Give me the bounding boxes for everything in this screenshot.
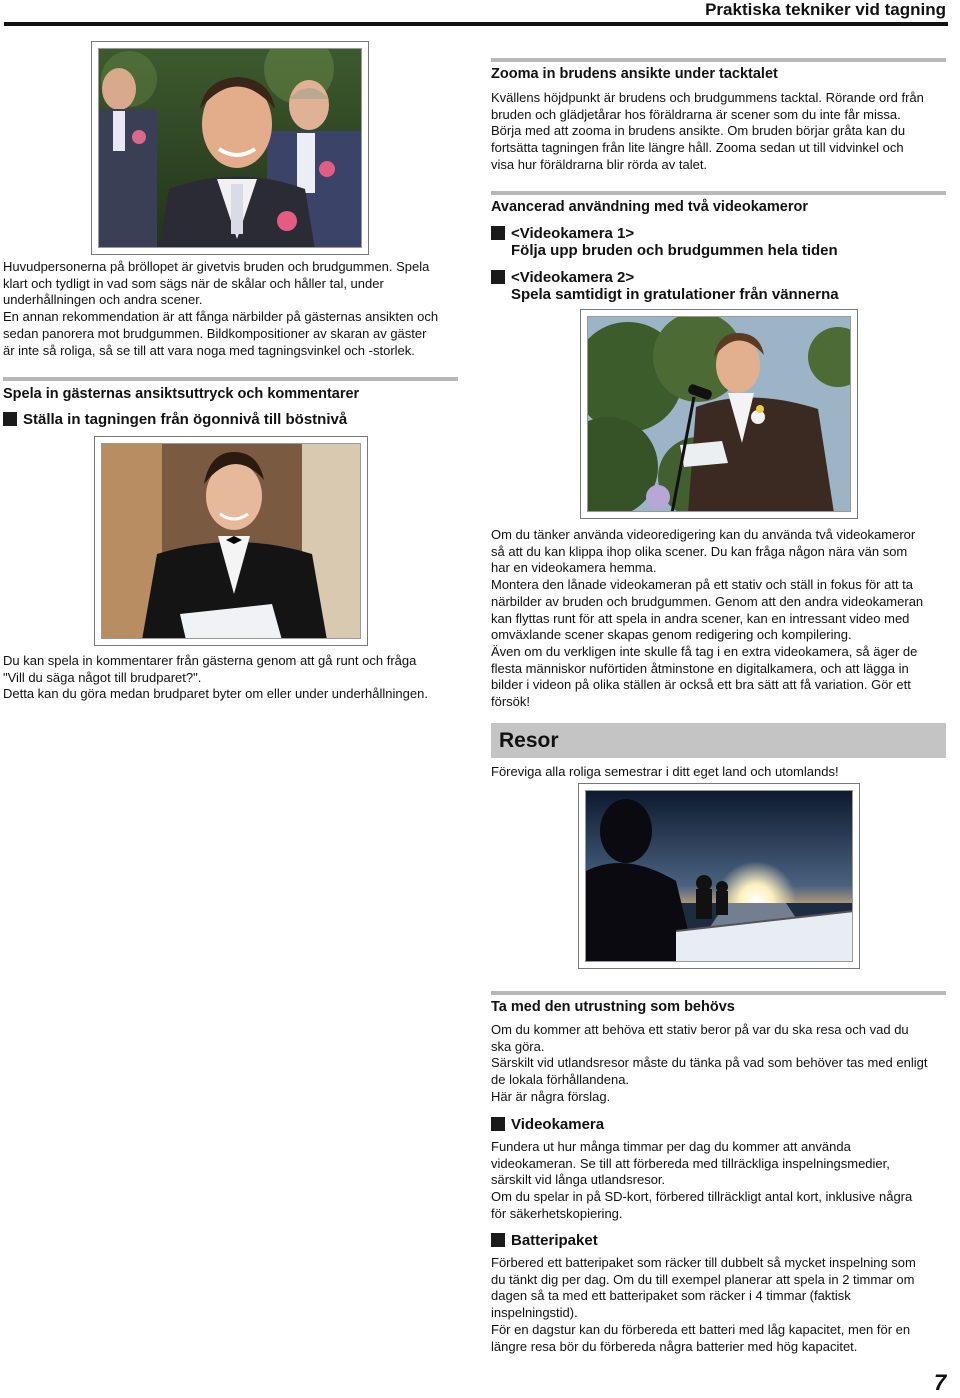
- zoom-section-title: Zooma in brudens ansikte under tacktalet: [491, 66, 778, 82]
- intro-line: klart och tydligt in vad som sägs när de skålar och håller tal, under: [3, 275, 384, 291]
- zoom-line: Börja med att zooma in brudens ansikte. Om bruden börjar gråta kan du: [491, 123, 906, 139]
- camera2-label: <Videokamera 2>: [511, 269, 635, 286]
- camera1-heading: [491, 225, 634, 243]
- sunset-photo-image: [586, 791, 853, 962]
- groom-photo-image: [99, 49, 362, 248]
- page-number: 7: [934, 1370, 947, 1395]
- battery-line: längre resa bör du förbereda några batterier med hög kapacitet.: [491, 1338, 858, 1354]
- videocamera-line: Om du spelar in på SD-kort, förbered tillräckligt antal kort, inklusive några: [491, 1189, 913, 1205]
- guests-line: Du kan spela in kommentarer från gästerna genom att gå runt och fråga: [3, 653, 417, 668]
- battery-paragraph: [491, 1255, 959, 1355]
- edit-line: bilder i videon på olika ställen är också ett bra sätt att få variation. Gör ett: [491, 677, 911, 693]
- guests-subheading: [3, 411, 347, 429]
- photo-guest: [94, 436, 368, 646]
- videocamera-line: Fundera ut hur många timmar per dag du kommer att använda: [491, 1139, 851, 1154]
- adv-section-rule: [491, 191, 946, 195]
- videocamera-line: särskilt vid långa utlandsresor.: [491, 1172, 666, 1188]
- square-bullet-icon: [491, 270, 505, 284]
- battery-heading-text: Batteripaket: [511, 1232, 598, 1249]
- intro-line: sedan panorera mot brudgummen. Bildkompositioner av skaran av gäster: [3, 325, 427, 341]
- guests-subheading-text: Ställa in tagningen från ögonnivå till böstnivå: [23, 411, 348, 428]
- equip-line: ska göra.: [491, 1038, 545, 1054]
- zoom-line: fortsätta tagningen från lite längre håll. Zooma sedan ut till vidvinkel och: [491, 140, 904, 156]
- resor-text: Föreviga alla roliga semestrar i ditt eget land och utomlands!: [491, 764, 839, 779]
- edit-line: närbilder av bruden och brudgummen. Genom att den andra videokameran: [491, 593, 924, 609]
- intro-line: En annan rekommendation är att fånga närbilder på gästernas ansikten och: [3, 309, 439, 325]
- edit-paragraph: [491, 527, 959, 711]
- camera1-label: <Videokamera 1>: [511, 225, 635, 242]
- battery-line: du tänkt dig per dag. Om du till exempel planerar att spela in 2 timmar om: [491, 1271, 915, 1287]
- photo-sunset: [578, 783, 860, 969]
- edit-line: har en videokamera hemma.: [491, 560, 657, 576]
- header-rule: [4, 22, 948, 26]
- zoom-line: bruden och glädjetårar hos föräldrarna är scener som du inte får missa.: [491, 106, 901, 122]
- photo-speech: [580, 309, 858, 519]
- battery-line: inspelningstid).: [491, 1305, 578, 1321]
- battery-line: dagen så ta med ett batteripaket som räcker i 4 timmar (faktisk: [491, 1288, 851, 1304]
- battery-line: För en dagstur kan du förbereda ett batteri med låg kapacitet, men för en: [491, 1321, 911, 1337]
- zoom-line: visa hur föräldrarna blir rörda av talet.: [491, 156, 708, 172]
- equip-section-title: Ta med den utrustning som behövs: [491, 999, 735, 1015]
- equip-line: Om du kommer att behöva ett stativ beror på var du ska resa och vad du: [491, 1022, 909, 1037]
- guests-section-title: Spela in gästernas ansiktsuttryck och kommentarer: [3, 386, 360, 402]
- videocamera-line: videokameran. Se till att förbereda med tillräckliga inspelningsmedier,: [491, 1155, 890, 1171]
- square-bullet-icon: [491, 226, 505, 240]
- videocamera-heading: [491, 1116, 604, 1134]
- equip-line: Särskilt vid utlandsresor måste du tänka på vad som behöver tas med enligt: [491, 1055, 928, 1071]
- intro-line: underhållningen och andra scener.: [3, 292, 203, 308]
- edit-line: omväxlande scener skapas genom redigering och kompilering.: [491, 627, 852, 643]
- edit-line: Montera den lånade videokameran på ett stativ och ställ in fokus för att ta: [491, 577, 914, 593]
- intro-paragraph: [3, 259, 473, 359]
- zoom-line: Kvällens höjdpunkt är brudens och brudgummens tacktal. Rörande ord från: [491, 90, 924, 105]
- zoom-paragraph: [491, 90, 959, 174]
- videocamera-line: för säkerhetskopiering.: [491, 1205, 623, 1221]
- edit-line: Om du tänker använda videoredigering kan du använda två videokameror: [491, 527, 916, 542]
- guests-section-rule: [3, 377, 458, 381]
- edit-line: Även om du verkligen inte skulle få tag i en extra videokamera, så äger de: [491, 643, 918, 659]
- square-bullet-icon: [491, 1117, 505, 1131]
- battery-heading: [491, 1232, 598, 1250]
- guest-photo-image: [102, 444, 361, 639]
- resor-heading-box: [491, 723, 946, 758]
- videocamera-heading-text: Videokamera: [511, 1116, 605, 1133]
- camera2-heading: [491, 269, 634, 287]
- camera2-subtitle: Spela samtidigt in gratulationer från vännerna: [511, 286, 839, 303]
- square-bullet-icon: [3, 412, 17, 426]
- equip-section-rule: [491, 991, 946, 995]
- square-bullet-icon: [491, 1233, 505, 1247]
- resor-heading: Resor: [499, 729, 559, 752]
- guests-paragraph: [3, 653, 473, 703]
- edit-line: försök!: [491, 694, 531, 710]
- equip-line: Här är några förslag.: [491, 1088, 611, 1104]
- equip-paragraph: [491, 1022, 959, 1106]
- guests-line: Detta kan du göra medan brudparet byter om eller under underhållningen.: [3, 686, 428, 702]
- camera1-subtitle: Följa upp bruden och brudgummen hela tiden: [511, 242, 838, 259]
- edit-line: flesta människor nuförtiden åtminstone en digitalkamera, och att lägga in: [491, 660, 909, 676]
- adv-section-title: Avancerad användning med två videokameror: [491, 199, 808, 215]
- running-header-title: Praktiska tekniker vid tagning: [705, 0, 946, 19]
- equip-line: de lokala förhållandena.: [491, 1072, 630, 1088]
- edit-line: kan flyttas runt för att spela in andra scener, kan en intressant video med: [491, 610, 910, 626]
- videocamera-paragraph: [491, 1139, 959, 1223]
- speech-photo-image: [588, 317, 851, 512]
- guests-line: "Vill du säga något till brudparet?".: [3, 669, 202, 685]
- edit-line: så att du kan klippa ihop olika scener. Du kan fråga någon nära vän som: [491, 543, 908, 559]
- battery-line: Förbered ett batteripaket som räcker till dubbelt så mycket inspelning som: [491, 1255, 916, 1270]
- intro-line: är inte så roliga, så se till att vara noga med tagningsvinkel och -storlek.: [3, 342, 415, 358]
- zoom-section-rule: [491, 58, 946, 62]
- photo-groom: [91, 41, 369, 255]
- intro-line: Huvudpersonerna på bröllopet är givetvis bruden och brudgummen. Spela: [3, 259, 430, 274]
